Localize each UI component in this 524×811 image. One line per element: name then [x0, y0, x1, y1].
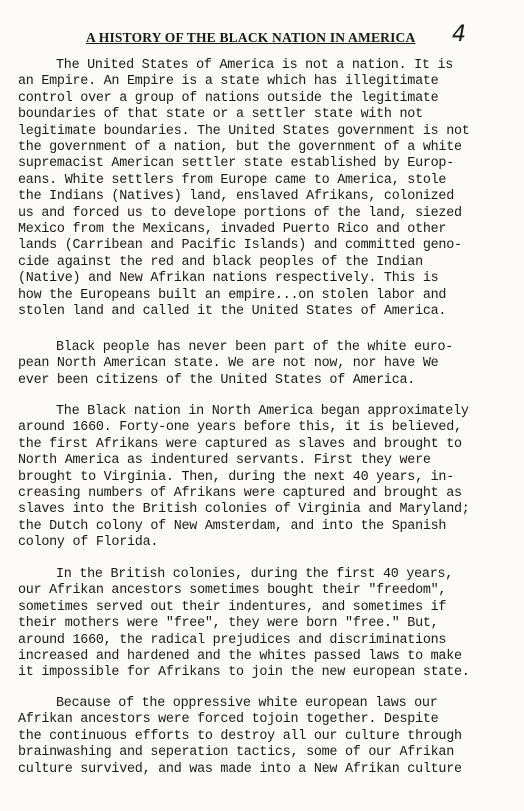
text-line: pean North American state. We are not now, nor have We	[18, 356, 439, 372]
text-line: around 1660, the radical prejudices and discriminations	[18, 632, 447, 648]
text-line: boundaries of that state or a settler state with not	[18, 107, 423, 123]
paragraph-1	[18, 58, 516, 321]
text-line: eans. White settlers from Europe came to America, stole	[18, 172, 447, 188]
text-line: the Dutch colony of New Amsterdam, and into the Spanish	[18, 518, 447, 534]
text-line: The United States of America is not a nation. It is	[56, 58, 454, 73]
text-line: increased and hardened and the whites passed laws to make	[18, 649, 462, 665]
text-line: supremacist American settler state established by Europ-	[18, 156, 454, 172]
text-line: (Native) and New Afrikan nations respectively. This is	[18, 271, 439, 287]
text-line: The Black nation in North America began approximately	[56, 404, 469, 419]
text-line: lands (Carribean and Pacific Islands) and committed geno-	[18, 238, 462, 254]
text-line: creasing numbers of Afrikans were captured and brought as	[18, 486, 462, 502]
text-line: Mexico from the Mexicans, invaded Puerto Rico and other	[18, 222, 447, 238]
text-line: the continuous efforts to destroy all our culture through	[18, 728, 462, 744]
page-number: 4	[452, 22, 466, 47]
text-line: legitimate boundaries. The United States government is not	[18, 123, 470, 139]
text-line: the first Afrikans were captured as slaves and brought to	[18, 436, 462, 452]
text-line: North America as indentured servants. First they were	[18, 453, 431, 469]
text-line: it impossible for Afrikans to join the new european state.	[18, 665, 470, 681]
paragraph-4	[18, 567, 516, 682]
text-line: their mothers were "free", they were born "free." But,	[18, 616, 439, 632]
text-line: cide against the red and black peoples of the Indian	[18, 254, 423, 270]
text-line: the Indians (Natives) land, enslaved Afrikans, colonized	[18, 189, 454, 205]
paragraph-3	[18, 404, 516, 552]
paragraph-2	[18, 340, 516, 389]
text-line: colony of Florida.	[18, 535, 159, 551]
text-line: brainwashing and seperation tactics, some of our Afrikan	[18, 745, 454, 761]
text-line: ever been citizens of the United States of America.	[18, 372, 416, 388]
text-line: around 1660. Forty-one years before this, it is believed,	[18, 420, 462, 436]
text-line: stolen land and called it the United States of America.	[18, 304, 447, 320]
text-line: the government of a nation, but the government of a white	[18, 140, 462, 156]
text-line: sometimes served out their indentures, and sometimes if	[18, 599, 447, 615]
page-header-title: A HISTORY OF THE BLACK NATION IN AMERICA	[86, 30, 416, 45]
text-line: how the Europeans built an empire...on stolen labor and	[18, 287, 447, 303]
text-line: Black people has never been part of the white euro-	[56, 340, 454, 355]
text-line: Afrikan ancestors were forced tojoin together. Despite	[18, 712, 439, 728]
text-line: brought to Virginia. Then, during the next 40 years, in-	[18, 469, 454, 485]
text-line: In the British colonies, during the first 40 years,	[56, 567, 454, 582]
text-line: an Empire. An Empire is a state which has illegitimate	[18, 74, 439, 90]
paragraph-5	[18, 696, 516, 778]
text-line: slaves into the British colonies of Virginia and Maryland;	[18, 502, 470, 518]
text-line: control over a group of nations outside the legitimate	[18, 90, 439, 106]
text-line: culture survived, and was made into a New Afrikan culture	[18, 761, 462, 777]
text-line: Because of the oppressive white european laws our	[56, 696, 438, 711]
text-line: our Afrikan ancestors sometimes bought their "freedom",	[18, 583, 447, 599]
text-line: us and forced us to develope portions of the land, siezed	[18, 205, 462, 221]
